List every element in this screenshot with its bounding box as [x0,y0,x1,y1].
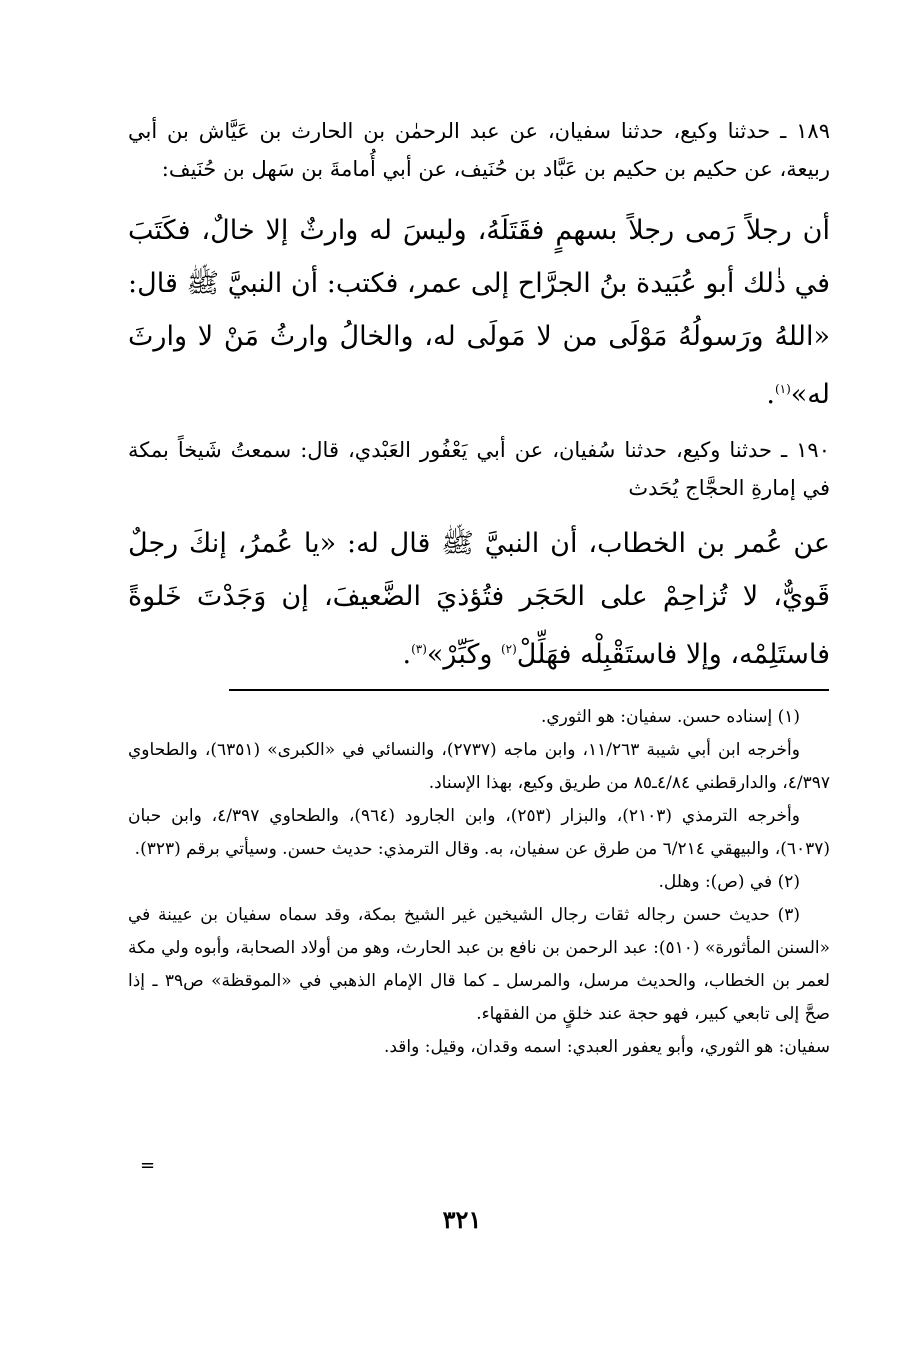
hadith-189-narration-text: ١٨٩ ـ حدثنا وكيع، حدثنا سفيان، عن عبد الرحمٰن بن الحارث بن عَيَّاش بن أبي ربيعة، عن حكيم بن حكيم بن عَبَّاد بن حُنَيف، عن أبي أُمامةَ بن سَهل بن حُنَيف: [128,119,830,181]
main-text [128,112,830,681]
footnote-ref-2: (٢) [500,642,517,656]
hadith-189-body: أن رجلاً رَمى رجلاً بسهمٍ فقَتَلَهُ، وليسَ له وارثٌ إلا خالٌ، فكَتَبَ في ذٰلك أبو عُبَيدة بنُ الجرَّاح إلى عمر، فكتب: أن النبيَّ ﷺ قال: «اللهُ ورَسولُهُ مَوْلَى من لا مَولَى له، والخالُ وارثُ مَنْ لا وارثَ له» [128,215,830,410]
hadith-190-narration-text: ١٩٠ ـ حدثنا وكيع، حدثنا سُفيان، عن أبي يَعْفُور العَبْدي، قال: سمعتُ شَيخاً بمكة في إمارةِ الحجَّاج يُحَدث [128,438,830,500]
footnote-3: (٣) حديث حسن رجاله ثقات رجال الشيخين غير الشيخ بمكة، وقد سماه سفيان بن عيينة في «السنن المأثورة» (٥١٠): عبد الرحمن بن نافع بن عبد الحارث، وهو من أولاد الصحابة، وأبوه ولي مكة لعمر بن الخطاب، والحديث مرسل، والمرسل ـ كما قال الإمام الذهبي في «الموقظة» ص٣٩ ـ إذا صحَّ إلى تابعي كبير، فهو حجة عند خلقٍ من الفقهاء. [128,905,831,1024]
footnote-ref-3: (٣) [411,642,427,656]
footnote-1: (١) إسناده حسن. سفيان: هو الثوري. [540,707,800,727]
hadith-189-period: . [766,379,775,410]
hadith-190-body-a: عن عُمر بن الخطاب، أن النبيَّ ﷺ قال له: «يا عُمرُ، إنكَ رجلٌ قَويٌّ، لا تُزاحِمْ على الحَجَر فتُؤذيَ الضَّعيفَ، إن وَجَدْتَ خَلوةً فاستَلِمْه، وإلا فاستَقْبِلْه فهَلِّلْ [128,528,830,670]
footnote-1-more-sources: وأخرجه الترمذي (٢١٠٣)، والبزار (٢٥٣)، وابن الجارود (٩٦٤)، والطحاوي ٤/٣٩٧، وابن حبان (٦٠٣٧)، والبيهقي ٦/٢١٤ من طرق عن سفيان، به. وقال الترمذي: حديث حسن. وسيأتي برقم (٣٢٣). [128,806,830,859]
hadith-189-narration [128,112,830,188]
footnote-2: (٢) في (ص): وهلل. [658,872,800,892]
hadith-190-body-b: وكَبِّرْ» [426,639,493,670]
footnote-ref-1: (١) [774,382,791,396]
continuation-mark: = [140,1155,156,1176]
footnote-1-sources: وأخرجه ابن أبي شيبة ١١/٢٦٣، وابن ماجه (٢٧٣٧)، والنسائي في «الكبرى» (٦٣٥١)، والطحاوي ٤/٣٩٧، والدارقطني ٤/٨٤ـ٨٥ من طريق وكيع، بهذا الإسناد. [128,740,830,793]
hadith-190-text [128,517,830,681]
footnote-separator [229,689,829,691]
hadith-189-text [128,204,830,421]
hadith-190-period: . [402,639,412,670]
page-number: ٣٢١ [442,1205,482,1234]
footnotes [128,701,830,1064]
hadith-190-narration [128,431,830,507]
footnote-3-continued: سفيان: هو الثوري، وأبو يعفور العبدي: اسمه وقدان، وقيل: واقد. [383,1037,830,1057]
